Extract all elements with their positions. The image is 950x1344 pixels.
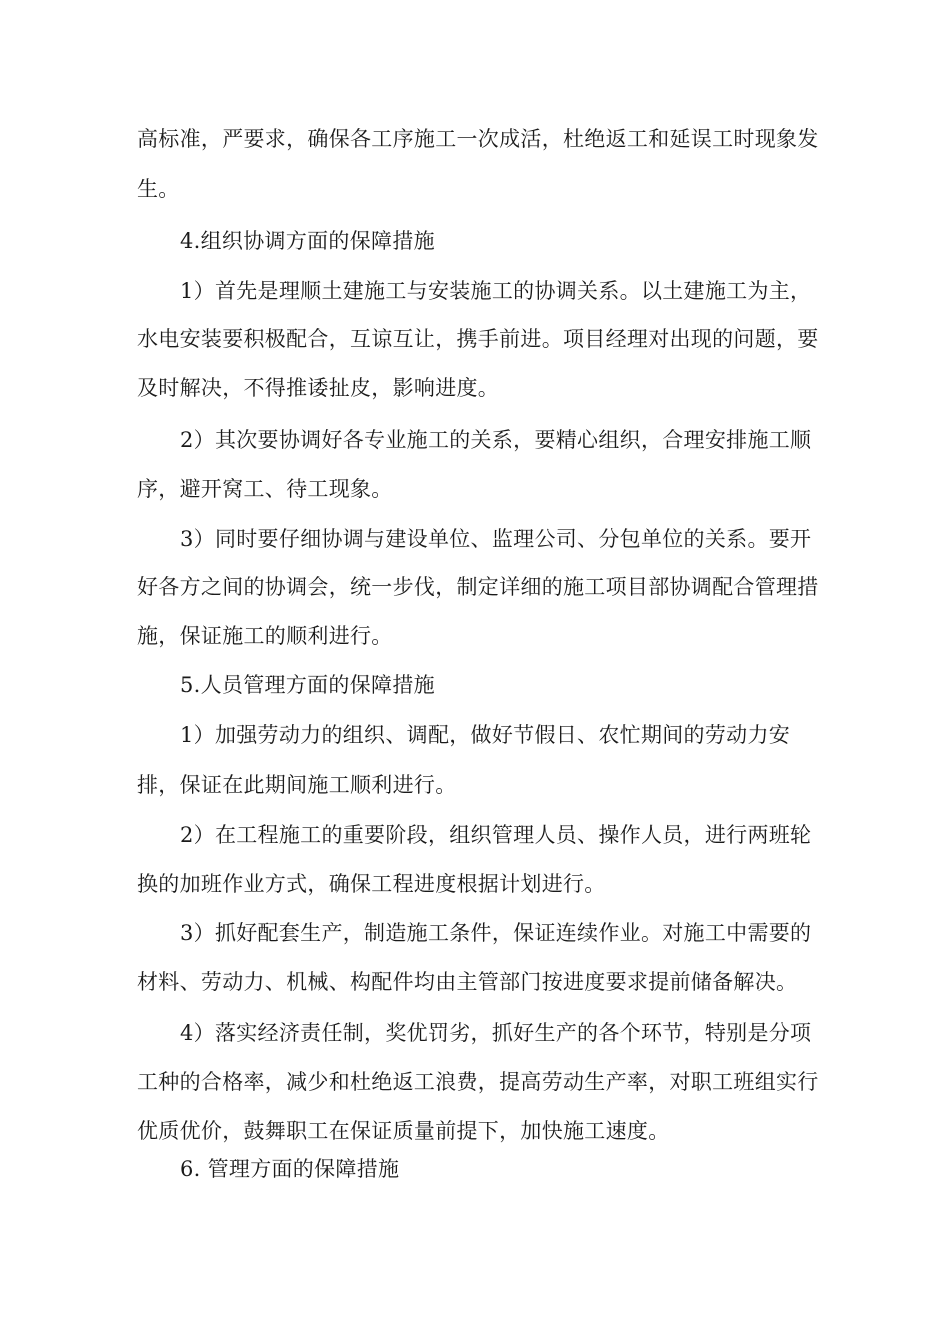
paragraph-line: 高标准，严要求，确保各工序施工一次成活，杜绝返工和延误工时现象发 — [137, 127, 819, 151]
paragraph-line: 优质优价，鼓舞职工在保证质量前提下，加快施工速度。 — [137, 1119, 670, 1143]
paragraph-line: 水电安装要积极配合，互谅互让，携手前进。项目经理对出现的问题，要 — [137, 327, 819, 351]
paragraph-line: 生。 — [137, 177, 180, 201]
paragraph-line: 材料、劳动力、机械、构配件均由主管部门按进度要求提前储备解决。 — [137, 970, 798, 994]
paragraph-line: 2）在工程施工的重要阶段，组织管理人员、操作人员，进行两班轮 — [180, 823, 812, 847]
paragraph-line: 排，保证在此期间施工顺利进行。 — [137, 773, 457, 797]
paragraph-line: 3）抓好配套生产，制造施工条件，保证连续作业。对施工中需要的 — [180, 921, 812, 945]
section-heading: 4.组织协调方面的保障措施 — [180, 229, 435, 253]
section-heading: 5.人员管理方面的保障措施 — [180, 673, 435, 697]
paragraph-line: 施，保证施工的顺利进行。 — [137, 624, 393, 648]
paragraph-line: 好各方之间的协调会，统一步伐，制定详细的施工项目部协调配合管理措 — [137, 575, 819, 599]
paragraph-line: 换的加班作业方式，确保工程进度根据计划进行。 — [137, 872, 606, 896]
paragraph-line: 1）首先是理顺土建施工与安装施工的协调关系。以土建施工为主， — [180, 279, 812, 303]
paragraph-line: 工种的合格率，减少和杜绝返工浪费，提高劳动生产率，对职工班组实行 — [137, 1070, 819, 1094]
paragraph-line: 序，避开窝工、待工现象。 — [137, 477, 393, 501]
section-heading: 6. 管理方面的保障措施 — [180, 1157, 400, 1181]
paragraph-line: 2）其次要协调好各专业施工的关系，要精心组织，合理安排施工顺 — [180, 428, 812, 452]
paragraph-line: 及时解决，不得推诿扯皮，影响进度。 — [137, 376, 500, 400]
paragraph-line: 4）落实经济责任制，奖优罚劣，抓好生产的各个环节，特别是分项 — [180, 1021, 812, 1045]
paragraph-line: 3）同时要仔细协调与建设单位、监理公司、分包单位的关系。要开 — [180, 527, 812, 551]
paragraph-line: 1）加强劳动力的组织、调配，做好节假日、农忙期间的劳动力安 — [180, 723, 791, 747]
